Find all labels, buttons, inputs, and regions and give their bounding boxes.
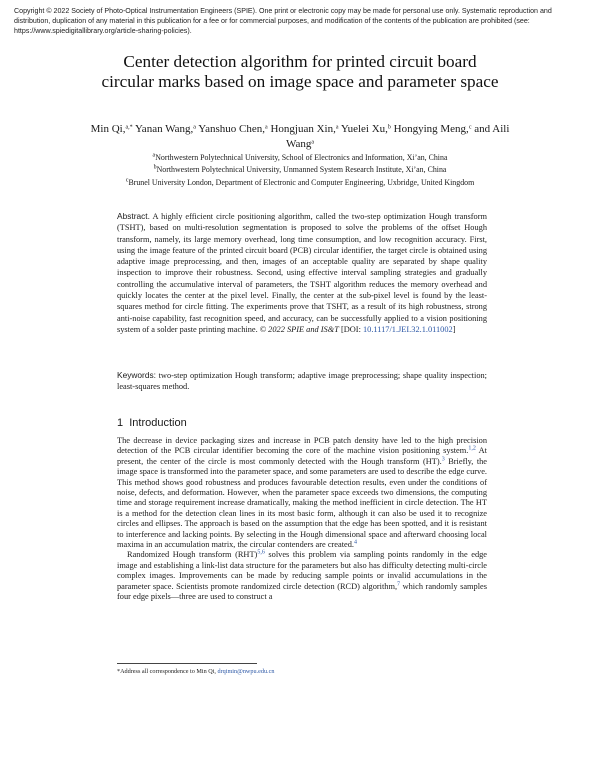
abstract-copyright: © 2022 SPIE and IS&T	[259, 324, 339, 334]
affiliation-list	[80, 152, 520, 189]
body-text	[117, 436, 487, 603]
author-affiliation-mark: a	[335, 124, 339, 131]
keywords-label: Keywords:	[117, 370, 156, 380]
author-name: Hongjuan Xin,	[267, 123, 336, 135]
text-run: which randomly samples four edge pixels—three are used to construct a	[117, 581, 487, 602]
citation-ref[interactable]: 3	[441, 456, 445, 463]
affiliation-mark: a	[152, 152, 156, 159]
affiliation-text: Northwestern Polytechnical University, School of Electronics and Information, Xi’an, China	[155, 153, 448, 162]
footnote	[117, 667, 487, 676]
author-affiliation-mark: a	[193, 124, 196, 131]
citation-ref[interactable]: 4	[354, 539, 357, 546]
author-name: Min Qi,	[90, 123, 126, 135]
author-list	[80, 122, 520, 151]
author-affiliation-mark: a	[311, 139, 315, 145]
affiliation	[80, 164, 520, 176]
author-affiliation-mark: a,*	[125, 124, 133, 131]
affiliation	[80, 152, 520, 164]
footnote-label: *Address all correspondence to Min Qi,	[117, 668, 218, 675]
doi-link[interactable]: 10.1117/1.JEI.32.1.011002	[362, 324, 453, 334]
citation-ref[interactable]: 7	[397, 581, 401, 588]
affiliation-text: Brunel University London, Department of Electronic and Computer Engineering, Uxbridge, United Kingdom	[128, 177, 475, 187]
affiliation-mark: c	[125, 177, 129, 184]
author-affiliation-mark: a	[265, 124, 268, 131]
doi-suffix: ]	[452, 324, 456, 334]
section-number: 1	[117, 417, 124, 429]
copyright-notice: Copyright © 2022 Society of Photo-Optical Instrumentation Engineers (SPIE). One print or electronic copy may be made for personal use only. Systematic reproduction and distribution, duplication of any material in this publication for a fee or for commercial purposes, and modification of the contents of the publication are prohibited (see: https://www.spiedigitallibrary.org/article-sharing-policies).	[14, 7, 552, 36]
citation-ref[interactable]: 1,2	[468, 445, 476, 452]
author-name: Hongying Meng,	[390, 123, 469, 135]
author-name: Yanshuo Chen,	[195, 123, 266, 135]
author-name: Yuelei Xu,	[338, 123, 388, 135]
abstract-label: Abstract.	[117, 211, 150, 221]
keywords	[117, 370, 487, 393]
text-run: Briefly, the image space is transformed into the parameter space, and some parameters are used to describe the edge curve. This method shows good robustness and produces favourable detection results, even under the conditions of noise, defects, and deformation. However, when the parameter space exceeds two dimensions, the computing time and storage requirement increase dramatically, making the method inefficient in circle detection. The HT is a method for the detection clean lines in its most basic form, although it can also be used it to recognize circles and ellipses. The approach is based on the assumption that the edge has been spotted, and it is resistant to interference and lacking points. By selecting in the Hough dimensional space and afterward choosing local maxima in an accumulation matrix, the circular contenders are created.	[117, 456, 488, 550]
citation-ref[interactable]: 5,6	[257, 549, 265, 556]
affiliation-mark: b	[153, 164, 157, 171]
section-title: Introduction	[129, 417, 187, 429]
author-name: and Aili Wang	[285, 123, 510, 150]
keywords-text: two-step optimization Hough transform; adaptive image preprocessing; shape quality inspection; least-squares method.	[117, 371, 487, 392]
paragraph-2	[117, 550, 487, 602]
text-run: Randomized Hough transform (RHT)	[127, 550, 258, 560]
author-name: Yanan Wang,	[132, 123, 194, 135]
doi-prefix: [DOI:	[338, 324, 363, 334]
footnote-email-link[interactable]: drqimin@nwpu.edu.cn	[217, 668, 275, 675]
affiliation-text: Northwestern Polytechnical University, Unmanned System Research Institute, Xi’an, China	[156, 165, 447, 175]
text-run: At present, the center of the circle is most commonly detected with the Hough transform (HT).	[117, 446, 487, 466]
abstract-text: A highly efficient circle positioning algorithm, called the two-step optimization Hough transform (TSHT), based on multi-resolution segmentation is proposed to solve the problems of the offset Hough transform, namely, its large memory overhead, long time consumption, and low recognition accuracy. First, using the image feature of the printed circuit board (PCB) circular identifier, the target circle is obtained using adaptive image preprocessing, and then, images of an acceptable quality are separated by shape quality inspection to improve their robustness. Second, using effective interval sampling strategies and gradually controlling the accumulative interval of parameters, the TSHT algorithm reduces the memory overhead and quickly locates the center at the pixel level. Finally, the center at the sub-pixel level is found by the least-squares method for circle fitting. The experiments prove that TSHT, as a result of its high robustness, strong anti-noise capability, fast recognition speed, and accuracy, can be successfully applied to a vision positioning system of a solder paste printing machine.	[117, 212, 487, 334]
text-run: The decrease in device packaging sizes and increase in PCB patch density have led to the high precision detection of the PCB circular identifier becoming the core of the machine vision positioning system.	[117, 436, 487, 456]
paragraph-1	[117, 436, 487, 550]
author-affiliation-mark: c	[468, 124, 472, 131]
section-heading	[117, 416, 487, 430]
author-affiliation-mark: b	[387, 124, 391, 131]
text-run: solves this problem via sampling points randomly in the edge image and establishing a link-list data structure for the parameters but also has difficulty detecting multi-circle complex images. Improvements can be made by reducing sample points or invalid accumulations in the parameter space. Scientists promote randomized circle detection (RCD) algorithm,	[117, 550, 487, 591]
paper-title: Center detection algorithm for printed circuit board circular marks based on image space and parameter space	[101, 52, 499, 91]
abstract	[117, 211, 487, 335]
affiliation	[80, 177, 520, 189]
footnote-divider	[117, 663, 257, 664]
